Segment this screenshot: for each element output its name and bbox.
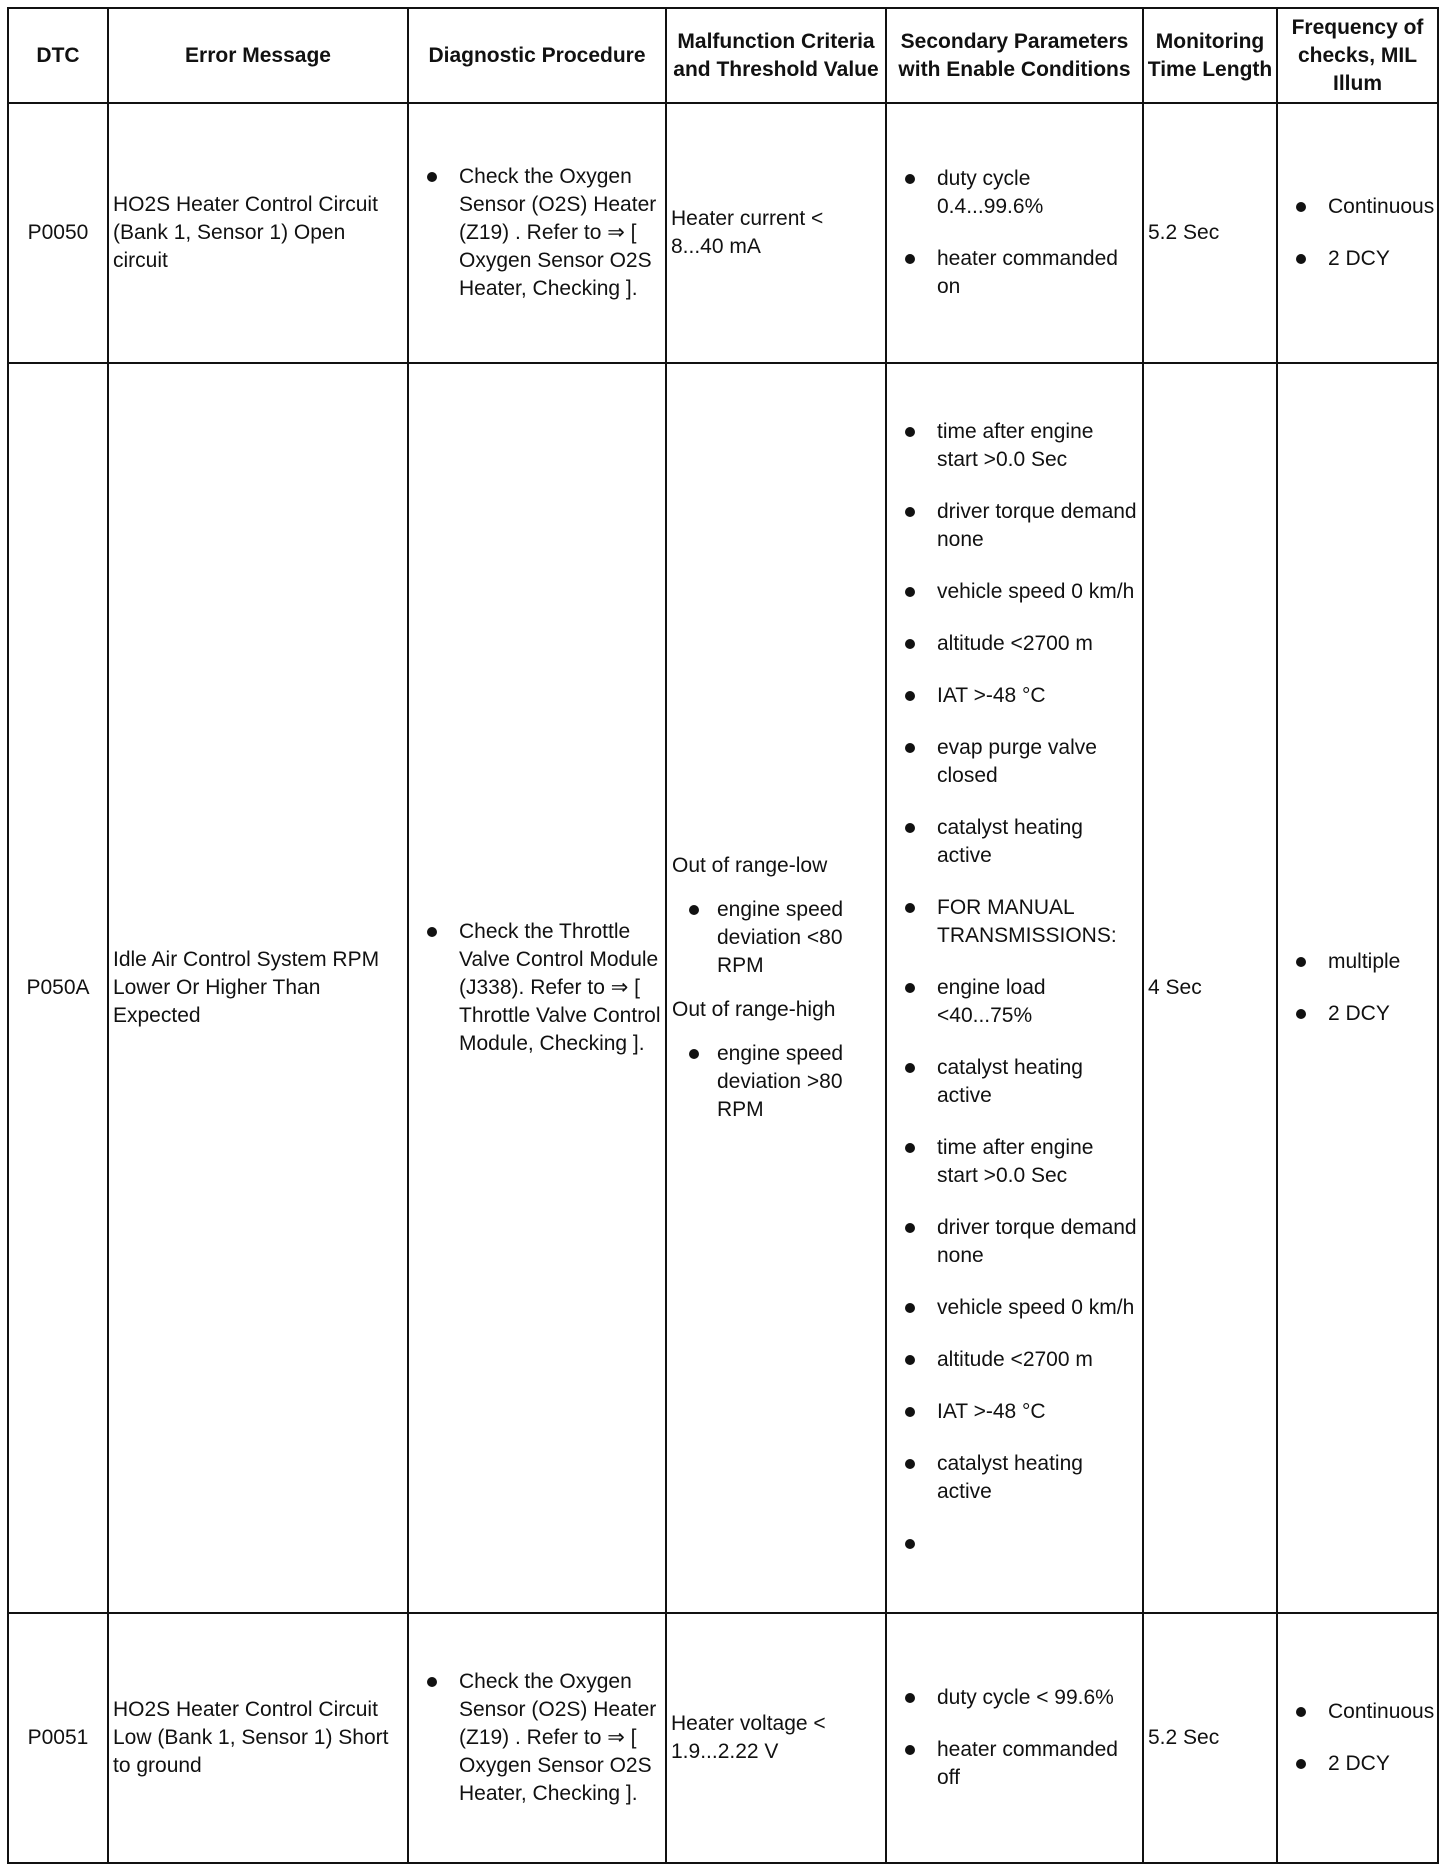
criteria-high-label: Out of range-high [672,998,836,1021]
bullet-icon [905,691,915,701]
dtc-table [7,7,1439,1864]
frequency-text: multiple [1328,950,1401,973]
frequency-text: 2 DCY [1328,1002,1390,1025]
bullet-icon [905,1745,915,1755]
list-item [409,918,661,1058]
bullet-icon [427,927,437,937]
list-item [1278,1000,1433,1028]
list-item [887,1530,1138,1558]
dtc-code: P0050 [8,103,108,363]
monitoring-time: 4 Sec [1143,363,1277,1613]
procedure-text: Check the Throttle Valve Control Module (J338). Refer to ⇒ [ Throttle Valve Control Module, Checking ]. [459,920,661,1055]
bullet-icon [427,172,437,182]
procedure-text: Check the Oxygen Sensor (O2S) Heater (Z19) . Refer to ⇒ [ Oxygen Sensor O2S Heater, Checking ]. [459,165,657,300]
list-item [887,1684,1138,1712]
bullet-icon [905,1539,915,1549]
list-item [887,1450,1138,1506]
parameter-text: catalyst heating active [937,1452,1083,1503]
bullet-icon [905,1063,915,1073]
bullet-icon [905,174,915,184]
diagnostic-procedure [408,1613,666,1863]
list-item [409,1668,661,1808]
list-item [887,418,1138,474]
bullet-icon [905,587,915,597]
list-item [887,1294,1138,1322]
list-item [1278,948,1433,976]
diagnostic-procedure [408,363,666,1613]
secondary-parameters [886,1613,1143,1863]
header-row [8,8,1438,103]
parameter-text: heater commanded on [937,247,1118,298]
parameter-text: altitude <2700 m [937,1348,1093,1371]
error-message: Idle Air Control System RPM Lower Or Higher Than Expected [108,363,408,1613]
bullet-icon [1296,1759,1306,1769]
list-item [1278,245,1433,273]
criteria-text: engine speed deviation <80 RPM [717,898,844,977]
frequency-text: Continuous [1328,195,1435,218]
dtc-code: P0051 [8,1613,108,1863]
list-item [887,1214,1138,1270]
diagnostic-procedure [408,103,666,363]
parameter-text: time after engine start >0.0 Sec [937,420,1094,471]
list-item [1278,1698,1433,1726]
parameter-text: time after engine start >0.0 Sec [937,1136,1094,1187]
bullet-icon [1296,202,1306,212]
bullet-icon [905,1355,915,1365]
list-item [887,682,1138,710]
error-message: HO2S Heater Control Circuit Low (Bank 1, Sensor 1) Short to ground [108,1613,408,1863]
list-item [887,1398,1138,1426]
list-item [409,163,661,303]
parameter-text: IAT >-48 °C [937,684,1046,707]
bullet-icon [905,1459,915,1469]
parameter-text: IAT >-48 °C [937,1400,1046,1423]
parameter-text: driver torque demand none [937,500,1137,551]
malfunction-criteria [666,363,886,1613]
list-item [1278,1750,1433,1778]
error-message: HO2S Heater Control Circuit (Bank 1, Sensor 1) Open circuit [108,103,408,363]
parameter-text: duty cycle < 99.6% [937,1686,1114,1709]
parameter-text: altitude <2700 m [937,632,1093,655]
frequency-text: 2 DCY [1328,247,1390,270]
col-header-dtc: DTC [8,8,108,103]
col-header-diagnostic-procedure: Diagnostic Procedure [408,8,666,103]
bullet-icon [905,639,915,649]
parameter-text: evap purge valve closed [937,736,1097,787]
bullet-icon [1296,1707,1306,1717]
list-item [1278,193,1433,221]
bullet-icon [905,1223,915,1233]
bullet-icon [905,903,915,913]
dtc-code: P050A [8,363,108,1613]
bullet-icon [905,823,915,833]
col-header-secondary-parameters: Secondary Parameters with Enable Conditions [886,8,1143,103]
col-header-monitoring-time: Monitoring Time Length [1143,8,1277,103]
bullet-icon [905,1407,915,1417]
list-item [887,1346,1138,1374]
table-row [8,363,1438,1613]
list-item [887,1736,1138,1792]
parameter-text: heater commanded off [937,1738,1118,1789]
bullet-icon [905,743,915,753]
table-row [8,103,1438,363]
list-item [887,1134,1138,1190]
list-item [887,245,1138,301]
col-header-error-message: Error Message [108,8,408,103]
secondary-parameters [886,363,1143,1613]
bullet-icon [689,905,699,915]
bullet-icon [1296,1009,1306,1019]
bullet-icon [427,1677,437,1687]
bullet-icon [689,1049,699,1059]
list-item [672,1040,881,1124]
list-item [887,498,1138,554]
list-item [887,894,1138,950]
bullet-icon [905,1693,915,1703]
col-header-malfunction-criteria: Malfunction Criteria and Threshold Value [666,8,886,103]
list-item [887,734,1138,790]
frequency-checks [1277,1613,1438,1863]
parameter-text: FOR MANUAL TRANSMISSIONS: [937,896,1117,947]
procedure-text: Check the Oxygen Sensor (O2S) Heater (Z19) . Refer to ⇒ [ Oxygen Sensor O2S Heater, Checking ]. [459,1670,657,1805]
list-item [887,630,1138,658]
col-header-frequency: Frequency of checks, MIL Illum [1277,8,1438,103]
criteria-text: engine speed deviation >80 RPM [717,1042,844,1121]
list-item [887,974,1138,1030]
bullet-icon [905,427,915,437]
bullet-icon [905,1143,915,1153]
frequency-text: 2 DCY [1328,1752,1390,1775]
list-item [887,1054,1138,1110]
bullet-icon [1296,957,1306,967]
secondary-parameters [886,103,1143,363]
frequency-text: Continuous [1328,1700,1435,1723]
parameter-text: driver torque demand none [937,1216,1137,1267]
monitoring-time: 5.2 Sec [1143,1613,1277,1863]
frequency-checks [1277,363,1438,1613]
bullet-icon [905,983,915,993]
list-item [887,814,1138,870]
parameter-text: vehicle speed 0 km/h [937,1296,1135,1319]
parameter-text: catalyst heating active [937,816,1083,867]
table-row [8,1613,1438,1863]
parameter-text: vehicle speed 0 km/h [937,580,1135,603]
parameter-text [937,1532,943,1555]
bullet-icon [1296,254,1306,264]
bullet-icon [905,254,915,264]
bullet-icon [905,1303,915,1313]
list-item [672,896,881,980]
malfunction-criteria: Heater current < 8...40 mA [666,103,886,363]
list-item [887,578,1138,606]
list-item [887,165,1138,221]
criteria-low-label: Out of range-low [672,854,828,877]
parameter-text: engine load <40...75% [937,976,1046,1027]
malfunction-criteria: Heater voltage < 1.9...2.22 V [666,1613,886,1863]
parameter-text: duty cycle 0.4...99.6% [937,167,1044,218]
monitoring-time: 5.2 Sec [1143,103,1277,363]
parameter-text: catalyst heating active [937,1056,1083,1107]
frequency-checks [1277,103,1438,363]
bullet-icon [905,507,915,517]
